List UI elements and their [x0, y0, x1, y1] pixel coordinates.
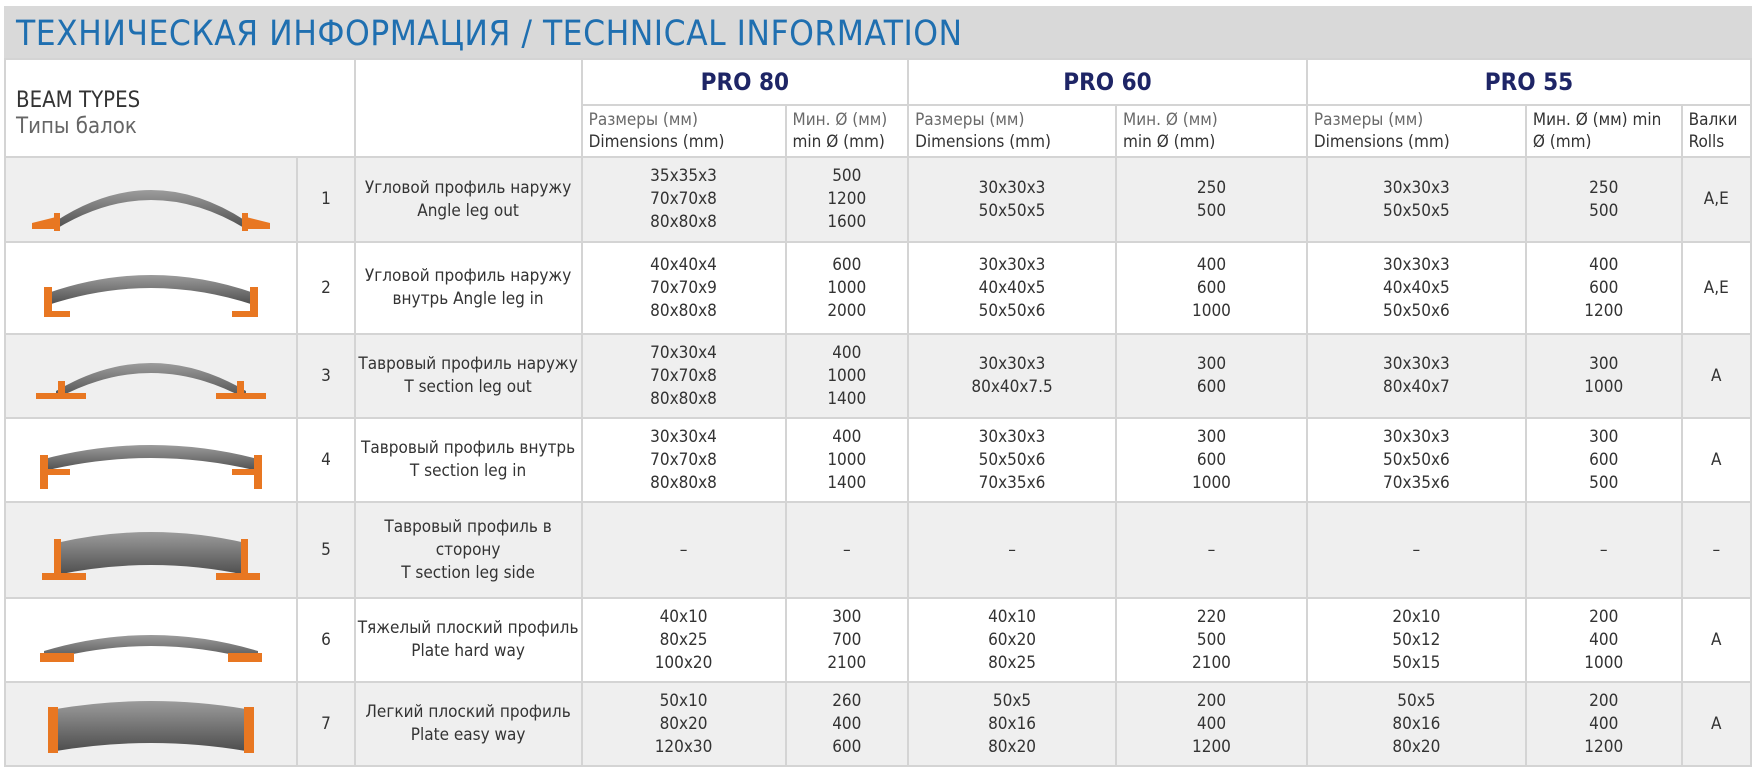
pro55-min-cell: –: [1526, 502, 1682, 598]
angle-leg-out-icon: [10, 165, 292, 235]
pro80-min-cell: 300 700 2100: [786, 598, 909, 682]
pro60-dims-cell: 30x30x3 40x40x5 50x50x6: [908, 242, 1116, 334]
pro60-dims-header: [908, 105, 1116, 157]
pro60-min-cell: 300 600 1000: [1116, 418, 1307, 502]
beam-type-name: Тавровый профиль внутрь T section leg in: [355, 418, 582, 502]
beam-type-name: Тяжелый плоский профиль Plate hard way: [355, 598, 582, 682]
rolls-cell: A: [1682, 598, 1751, 682]
pro60-min-cell: 200 400 1200: [1116, 682, 1307, 766]
pro60-dims-cell: 30x30x3 80x40x7.5: [908, 334, 1116, 418]
pro60-min-cell: –: [1116, 502, 1307, 598]
t-section-leg-in-icon: [10, 425, 292, 495]
pro80-dims-cell: –: [582, 502, 786, 598]
dims-ru-label: Размеры (мм): [588, 110, 698, 130]
pro60-min-header: [1116, 105, 1307, 157]
table-row: [5, 682, 1751, 766]
rolls-cell: A: [1682, 334, 1751, 418]
beam-type-name: Угловой профиль наружу Angle leg out: [355, 157, 582, 242]
pro60-min-cell: 300 600: [1116, 334, 1307, 418]
beam-types-label-en: BEAM TYPES: [16, 88, 141, 113]
pro55-min-cell: 400 600 1200: [1526, 242, 1682, 334]
pro60-min-cell: 220 500 2100: [1116, 598, 1307, 682]
pro80-min-cell: 260 400 600: [786, 682, 909, 766]
pro60-dims-cell: –: [908, 502, 1116, 598]
technical-table: [4, 58, 1752, 767]
rolls-header: [1682, 105, 1751, 157]
row-number: 2: [297, 242, 354, 334]
rolls-cell: A: [1682, 418, 1751, 502]
pro55-dims-header: [1307, 105, 1526, 157]
beam-image-cell: [5, 502, 297, 598]
pro80-min-header: [786, 105, 909, 157]
pro80-dims-cell: 40x10 80x25 100x20: [582, 598, 786, 682]
rolls-cell: A,E: [1682, 157, 1751, 242]
pro80-min-cell: 500 1200 1600: [786, 157, 909, 242]
pro80-dims-cell: 50x10 80x20 120x30: [582, 682, 786, 766]
t-section-leg-side-icon: [10, 515, 292, 585]
pro60-dims-cell: 40x10 60x20 80x25: [908, 598, 1116, 682]
beam-image-cell: [5, 157, 297, 242]
table-row: [5, 157, 1751, 242]
angle-leg-in-icon: [10, 253, 292, 323]
min-ru-label: Мин. Ø (мм): [1123, 110, 1218, 130]
dims-ru-label: Размеры (мм): [915, 110, 1025, 130]
pro55-dims-cell: 30x30x3 80x40x7: [1307, 334, 1526, 418]
table-row: [5, 418, 1751, 502]
pro55-dims-cell: –: [1307, 502, 1526, 598]
pro80-dims-cell: 30x30x4 70x70x8 80x80x8: [582, 418, 786, 502]
beam-type-name: Тавровый профиль в сторону T section leg side: [355, 502, 582, 598]
beam-image-cell: [5, 682, 297, 766]
pro55-dims-cell: 30x30x3 50x50x6 70x35x6: [1307, 418, 1526, 502]
pro60-min-cell: 400 600 1000: [1116, 242, 1307, 334]
t-section-leg-out-icon: [10, 341, 292, 411]
table-row: [5, 242, 1751, 334]
pro60-dims-cell: 50x5 80x16 80x20: [908, 682, 1116, 766]
title-bar: [4, 6, 1752, 58]
beam-types-label-ru: Типы балок: [16, 114, 137, 139]
beam-image-cell: [5, 418, 297, 502]
beam-image-cell: [5, 334, 297, 418]
pro55-min-header: [1526, 105, 1682, 157]
beam-type-name: Угловой профиль наружу внутрь Angle leg in: [355, 242, 582, 334]
row-number: 6: [297, 598, 354, 682]
table-row: [5, 598, 1751, 682]
min-ru-label: Мин. Ø (мм): [792, 110, 888, 130]
table-body: [5, 157, 1751, 766]
beam-image-cell: [5, 598, 297, 682]
pro80-min-cell: –: [786, 502, 909, 598]
plate-easy-way-icon: [10, 689, 292, 759]
min-en-label: min Ø (mm): [792, 132, 885, 152]
dims-ru-label: Размеры (мм): [1313, 110, 1424, 130]
pro60-dims-cell: 30x30x3 50x50x5: [908, 157, 1116, 242]
table-row: [5, 502, 1751, 598]
pro55-dims-cell: 50x5 80x16 80x20: [1307, 682, 1526, 766]
rolls-en-label: Rolls: [1688, 132, 1725, 152]
pro55-dims-cell: 20x10 50x12 50x15: [1307, 598, 1526, 682]
pro55-min-cell: 200 400 1000: [1526, 598, 1682, 682]
name-header-blank: [355, 59, 582, 157]
rolls-cell: A,E: [1682, 242, 1751, 334]
pro80-min-cell: 400 1000 1400: [786, 418, 909, 502]
beam-image-cell: [5, 242, 297, 334]
pro80-dims-header: [582, 105, 786, 157]
beam-type-name: Тавровый профиль наружу T section leg out: [355, 334, 582, 418]
model-header-pro60: PRO 60: [908, 59, 1307, 105]
pro55-min-cell: 250 500: [1526, 157, 1682, 242]
rolls-cell: A: [1682, 682, 1751, 766]
dims-en-label: Dimensions (mm): [1313, 132, 1450, 152]
min-combined-label: Мин. Ø (мм) min Ø (mm): [1532, 110, 1662, 152]
model-header-pro55: PRO 55: [1307, 59, 1751, 105]
dims-en-label: Dimensions (mm): [915, 132, 1051, 152]
plate-hard-way-icon: [10, 605, 292, 675]
rolls-cell: –: [1682, 502, 1751, 598]
min-en-label: min Ø (mm): [1123, 132, 1216, 152]
pro80-dims-cell: 40x40x4 70x70x9 80x80x8: [582, 242, 786, 334]
page-title: ТЕХНИЧЕСКАЯ ИНФОРМАЦИЯ / TECHNICAL INFORMATION: [16, 14, 963, 54]
row-number: 1: [297, 157, 354, 242]
rolls-ru-label: Валки: [1688, 110, 1738, 130]
pro60-min-cell: 250 500: [1116, 157, 1307, 242]
row-number: 3: [297, 334, 354, 418]
pro55-dims-cell: 30x30x3 40x40x5 50x50x6: [1307, 242, 1526, 334]
beam-types-header: [5, 59, 355, 157]
pro80-dims-cell: 35x35x3 70x70x8 80x80x8: [582, 157, 786, 242]
pro55-dims-cell: 30x30x3 50x50x5: [1307, 157, 1526, 242]
row-number: 7: [297, 682, 354, 766]
pro55-min-cell: 300 1000: [1526, 334, 1682, 418]
pro60-dims-cell: 30x30x3 50x50x6 70x35x6: [908, 418, 1116, 502]
pro80-min-cell: 400 1000 1400: [786, 334, 909, 418]
row-number: 5: [297, 502, 354, 598]
dims-en-label: Dimensions (mm): [588, 132, 725, 152]
model-header-pro80: PRO 80: [582, 59, 908, 105]
pro80-dims-cell: 70x30x4 70x70x8 80x80x8: [582, 334, 786, 418]
beam-type-name: Легкий плоский профиль Plate easy way: [355, 682, 582, 766]
pro80-min-cell: 600 1000 2000: [786, 242, 909, 334]
pro55-min-cell: 300 600 500: [1526, 418, 1682, 502]
row-number: 4: [297, 418, 354, 502]
table-row: [5, 334, 1751, 418]
pro55-min-cell: 200 400 1200: [1526, 682, 1682, 766]
